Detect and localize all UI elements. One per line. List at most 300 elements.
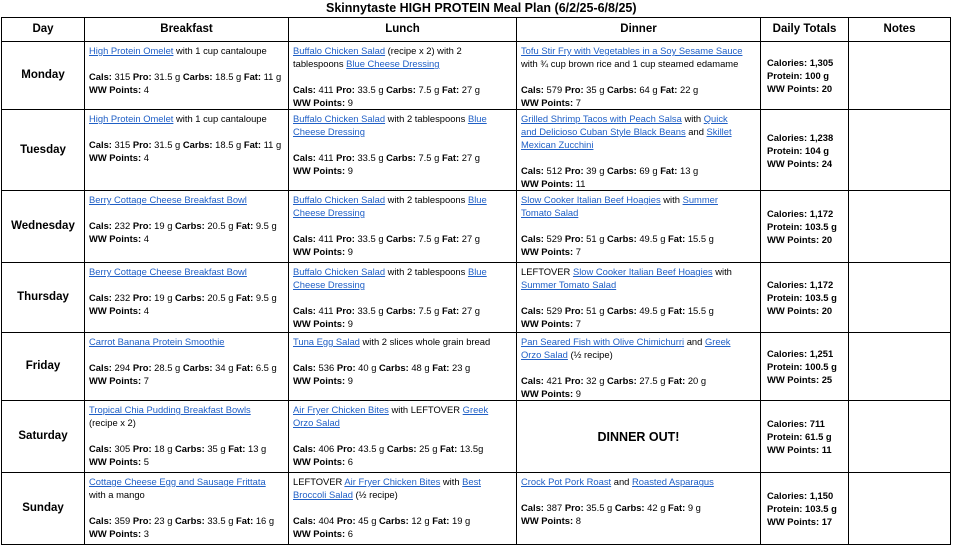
ww-label: WW Points:	[293, 375, 346, 386]
carbs-value: 7.5 g	[418, 84, 440, 95]
protein-value: 31.5 g	[154, 139, 181, 150]
cals-value: 536	[318, 362, 335, 373]
breakfast-cell	[85, 42, 289, 110]
recipe-link[interactable]: Summer	[682, 194, 718, 205]
nutrition-line	[521, 164, 756, 177]
spacer	[521, 361, 756, 374]
recipe-link[interactable]: High Protein Omelet	[89, 113, 174, 124]
total-ww-points	[767, 373, 844, 386]
notes-cell[interactable]	[849, 333, 951, 401]
spacer	[293, 70, 512, 83]
protein-total-label: Protein:	[767, 70, 803, 81]
recipe-link[interactable]: Orzo Salad	[293, 417, 340, 428]
cals-value: 529	[546, 305, 563, 316]
ww-value: 9	[347, 246, 353, 257]
calories-total-label: Calories:	[767, 279, 808, 290]
ww-points-line	[293, 164, 512, 177]
recipe-link[interactable]: Grilled Shrimp Tacos with Peach Salsa	[521, 113, 682, 124]
fat-label: Fat:	[441, 233, 460, 244]
recipe-text: with 2 tablespoons	[385, 266, 468, 277]
recipe-link[interactable]: Tomato Salad	[521, 207, 579, 218]
recipe-line	[521, 348, 756, 361]
ww-points-total-value: 20	[821, 83, 833, 94]
recipe-link[interactable]: Quick	[703, 113, 728, 124]
recipe-line	[293, 475, 512, 488]
cals-label: Cals:	[521, 233, 544, 244]
spacer	[521, 70, 756, 83]
breakfast-cell	[85, 333, 289, 401]
recipe-link[interactable]: Best	[462, 476, 481, 487]
ww-points-line	[89, 151, 284, 164]
ww-label: WW Points:	[521, 178, 574, 189]
total-ww-points	[767, 515, 844, 528]
recipe-link[interactable]: Tuna Egg Salad	[293, 336, 360, 347]
ww-label: WW Points:	[521, 246, 574, 257]
carbs-label: Carbs:	[175, 443, 205, 454]
ww-points-line	[521, 317, 756, 330]
protein-label: Pro:	[132, 139, 152, 150]
protein-label: Pro:	[132, 71, 152, 82]
protein-label: Pro:	[564, 502, 584, 513]
recipe-link[interactable]: Berry Cottage Cheese Breakfast Bowl	[89, 266, 247, 277]
fat-label: Fat:	[236, 362, 254, 373]
total-ww-points	[767, 304, 844, 317]
spacer	[89, 501, 284, 514]
ww-label: WW Points:	[89, 456, 142, 467]
carbs-label: Carbs:	[175, 220, 205, 231]
recipe-text: with	[440, 476, 463, 487]
recipe-link[interactable]: Slow Cooker Italian Beef Hoagies	[572, 266, 713, 277]
recipe-link[interactable]: Cheese Dressing	[293, 279, 365, 290]
recipe-line	[521, 138, 756, 151]
protein-total-label: Protein:	[767, 144, 803, 156]
ww-points-total-value: 17	[821, 516, 833, 527]
recipe-link[interactable]: Buffalo Chicken Salad	[293, 194, 386, 205]
recipe-link[interactable]: Berry Cottage Cheese Breakfast Bowl	[89, 194, 247, 205]
recipe-link[interactable]: Mexican Zucchini	[521, 139, 594, 150]
recipe-line	[89, 44, 284, 57]
cals-label: Cals:	[89, 139, 112, 150]
lunch-cell	[289, 473, 517, 545]
ww-value: 4	[143, 152, 149, 163]
recipe-text: with 1 cup cantaloupe	[173, 45, 267, 56]
recipe-link[interactable]: Broccoli Salad	[293, 489, 353, 500]
cals-label: Cals:	[89, 220, 112, 231]
fat-label: Fat:	[668, 305, 686, 316]
cals-value: 411	[318, 233, 334, 244]
recipe-link[interactable]: Greek	[462, 404, 489, 415]
breakfast-cell	[85, 191, 289, 263]
day-row-monday	[2, 42, 951, 110]
carbs-value: 18.5 g	[215, 139, 242, 150]
spacer	[521, 291, 756, 304]
calories-total-value: 711	[809, 418, 825, 429]
recipe-text: with	[712, 266, 732, 277]
fat-value: 9.5 g	[255, 220, 277, 231]
recipe-text: with ¾ cup brown rice and 1 cup steamed edamame	[521, 58, 739, 69]
carbs-label: Carbs:	[607, 233, 637, 244]
dinner-cell	[517, 110, 761, 191]
protein-value: 32 g	[586, 375, 605, 386]
day-row-wednesday	[2, 191, 951, 263]
ww-value: 9	[575, 388, 581, 399]
nutrition-line	[521, 374, 756, 387]
carbs-value: 69 g	[639, 165, 658, 176]
nutrition-line	[293, 442, 512, 455]
ww-value: 7	[575, 318, 581, 329]
nutrition-line	[89, 291, 284, 304]
fat-label: Fat:	[660, 84, 678, 95]
day-label: Saturday	[2, 401, 85, 473]
day-label: Thursday	[2, 263, 85, 333]
carbs-label: Carbs:	[386, 305, 416, 316]
carbs-value: 20.5 g	[207, 292, 234, 303]
protein-value: 23 g	[154, 515, 173, 526]
recipe-link[interactable]: Cheese Dressing	[293, 126, 365, 137]
cals-value: 421	[546, 375, 563, 386]
fat-label: Fat:	[441, 84, 460, 95]
ww-points-line	[89, 374, 284, 387]
daily-totals-cell	[761, 401, 849, 473]
recipe-text: (recipe x 2)	[89, 417, 136, 428]
cals-label: Cals:	[293, 152, 316, 163]
fat-value: 27 g	[461, 84, 480, 95]
ww-value: 9	[347, 318, 353, 329]
recipe-link[interactable]: Blue	[467, 194, 487, 205]
total-ww-points	[767, 443, 844, 456]
fat-value: 22 g	[680, 84, 699, 95]
carbs-value: 34 g	[215, 362, 234, 373]
ww-label: WW Points:	[89, 84, 142, 95]
nutrition-line	[521, 501, 756, 514]
ww-points-total-value: 25	[821, 374, 833, 385]
fat-label: Fat:	[243, 139, 262, 150]
ww-value: 11	[575, 178, 586, 189]
fat-value: 13 g	[680, 165, 699, 176]
day-label: Monday	[2, 42, 85, 110]
ww-value: 8	[575, 515, 581, 526]
fat-value: 9 g	[687, 502, 701, 513]
recipe-line	[293, 57, 512, 70]
recipe-link[interactable]: Crock Pot Pork Roast	[521, 476, 612, 487]
recipe-link[interactable]: Blue	[467, 113, 487, 124]
recipe-link[interactable]: Skillet	[706, 126, 732, 137]
notes-cell[interactable]	[849, 42, 951, 110]
recipe-line	[293, 488, 512, 501]
day-row-tuesday	[2, 110, 951, 191]
total-calories	[767, 417, 844, 430]
protein-value: 33.5 g	[357, 84, 384, 95]
fat-value: 23 g	[452, 362, 471, 373]
spacer	[89, 57, 284, 70]
recipe-line	[89, 416, 284, 429]
dinner-cell	[517, 473, 761, 545]
total-ww-points	[767, 233, 844, 246]
recipe-link[interactable]: Pan Seared Fish with Olive Chimichurri	[521, 336, 685, 347]
dinner-cell	[517, 42, 761, 110]
recipe-line	[89, 193, 284, 206]
ww-value: 4	[143, 305, 149, 316]
ww-label: WW Points:	[293, 97, 346, 108]
carbs-label: Carbs:	[175, 515, 205, 526]
ww-points-total-label: WW Points:	[767, 444, 820, 455]
ww-points-total-label: WW Points:	[767, 374, 820, 385]
cals-value: 579	[546, 84, 563, 95]
recipe-link[interactable]: Cottage Cheese Egg and Sausage Frittata	[89, 476, 266, 487]
fat-value: 15.5 g	[687, 233, 714, 244]
calories-total-label: Calories:	[767, 57, 808, 68]
ww-points-line	[521, 96, 756, 109]
cals-label: Cals:	[293, 305, 316, 316]
protein-label: Pro:	[132, 443, 152, 454]
day-label: Sunday	[2, 473, 85, 545]
ww-label: WW Points:	[89, 233, 142, 244]
protein-value: 28.5 g	[154, 362, 181, 373]
fat-label: Fat:	[668, 233, 686, 244]
carbs-value: 64 g	[639, 84, 658, 95]
day-label: Tuesday	[2, 110, 85, 191]
nutrition-line	[293, 151, 512, 164]
notes-cell[interactable]	[849, 191, 951, 263]
ww-points-line	[521, 514, 756, 527]
lunch-cell	[289, 191, 517, 263]
ww-value: 9	[347, 97, 353, 108]
dinner-out-cell: DINNER OUT!	[517, 401, 761, 473]
fat-label: Fat:	[660, 165, 678, 176]
day-label: Wednesday	[2, 191, 85, 263]
ww-points-line	[89, 232, 284, 245]
carbs-value: 27.5 g	[639, 375, 666, 386]
spacer	[89, 125, 284, 138]
ww-value: 4	[143, 84, 149, 95]
cals-label: Cals:	[293, 84, 316, 95]
total-ww-points	[767, 82, 844, 95]
fat-label: Fat:	[243, 71, 262, 82]
dinner-cell	[517, 191, 761, 263]
nutrition-line	[89, 442, 284, 455]
recipe-link[interactable]: Slow Cooker Italian Beef Hoagies	[521, 194, 661, 205]
ww-value: 5	[143, 456, 149, 467]
total-calories	[767, 56, 844, 69]
recipe-link[interactable]: Summer Tomato Salad	[521, 279, 617, 290]
carbs-value: 18.5 g	[215, 71, 242, 82]
nutrition-line	[293, 304, 512, 317]
protein-label: Pro:	[336, 515, 356, 526]
nutrition-line	[293, 361, 512, 374]
cals-label: Cals:	[89, 515, 112, 526]
recipe-link[interactable]: Roasted Asparagus	[632, 476, 714, 487]
carbs-label: Carbs:	[379, 515, 409, 526]
daily-totals-cell	[761, 263, 849, 333]
carbs-label: Carbs:	[386, 443, 417, 454]
carbs-label: Carbs:	[175, 292, 205, 303]
fat-value: 19 g	[452, 515, 471, 526]
ww-points-line	[293, 245, 512, 258]
recipe-line	[521, 193, 756, 206]
carbs-label: Carbs:	[182, 362, 213, 373]
lunch-cell	[289, 110, 517, 191]
cals-value: 294	[114, 362, 131, 373]
recipe-line	[89, 335, 284, 348]
protein-value: 18 g	[154, 443, 173, 454]
recipe-line	[293, 335, 512, 348]
fat-label: Fat:	[668, 502, 686, 513]
total-calories	[767, 131, 844, 144]
recipe-link[interactable]: Orzo Salad	[521, 349, 568, 360]
ww-label: WW Points:	[521, 388, 574, 399]
protein-label: Pro:	[132, 515, 152, 526]
protein-label: Pro:	[336, 305, 355, 316]
recipe-link[interactable]: Tofu Stir Fry with Vegetables in a Soy Sesame Sauce	[521, 45, 743, 56]
fat-value: 27 g	[461, 305, 480, 316]
cals-label: Cals:	[89, 292, 112, 303]
cals-value: 315	[114, 139, 131, 150]
nutrition-line	[293, 514, 512, 527]
notes-cell[interactable]	[849, 473, 951, 545]
ww-value: 9	[347, 375, 353, 386]
fat-value: 27 g	[461, 233, 480, 244]
protein-total-value: 103.5 g	[805, 292, 837, 303]
nutrition-line	[293, 232, 512, 245]
carbs-value: 7.5 g	[418, 152, 440, 163]
carbs-label: Carbs:	[386, 233, 416, 244]
notes-cell[interactable]	[849, 401, 951, 473]
protein-label: Pro:	[336, 362, 356, 373]
ww-points-line	[521, 177, 756, 190]
ww-value: 3	[143, 528, 149, 539]
recipe-link[interactable]: Buffalo Chicken Salad	[293, 45, 386, 56]
breakfast-cell	[85, 110, 289, 191]
protein-total-label: Protein:	[767, 503, 803, 514]
spacer	[293, 348, 512, 361]
ww-points-line	[521, 387, 756, 400]
ww-points-total-label: WW Points:	[767, 516, 820, 527]
recipe-link[interactable]: and Delicioso Cuban Style Black Beans	[521, 126, 686, 137]
day-row-thursday	[2, 263, 951, 333]
protein-value: 33.5 g	[357, 152, 384, 163]
recipe-link[interactable]: Air Fryer Chicken Bites	[344, 476, 441, 487]
recipe-link[interactable]: Tropical Chia Pudding Breakfast Bowls	[89, 404, 251, 415]
protein-label: Pro:	[132, 292, 152, 303]
nutrition-line	[89, 361, 284, 374]
carbs-label: Carbs:	[607, 84, 637, 95]
protein-value: 33.5 g	[357, 305, 384, 316]
protein-value: 43.5 g	[358, 443, 385, 454]
ww-points-total-label: WW Points:	[767, 157, 820, 169]
protein-value: 39 g	[586, 165, 605, 176]
total-protein	[767, 430, 844, 443]
recipe-link[interactable]: Buffalo Chicken Salad	[293, 266, 386, 277]
carbs-label: Carbs:	[386, 152, 416, 163]
cals-value: 512	[546, 165, 563, 176]
cals-label: Cals:	[89, 443, 112, 454]
total-protein	[767, 291, 844, 304]
cals-value: 359	[114, 515, 131, 526]
recipe-line	[521, 44, 756, 57]
fat-label: Fat:	[236, 220, 254, 231]
carbs-value: 42 g	[647, 502, 666, 513]
carbs-value: 49.5 g	[639, 305, 666, 316]
protein-label: Pro:	[564, 84, 584, 95]
recipe-link[interactable]: Air Fryer Chicken Bites	[293, 404, 389, 415]
recipe-text: tablespoons	[293, 58, 347, 69]
protein-label: Pro:	[336, 84, 355, 95]
notes-cell[interactable]	[849, 110, 951, 191]
cals-value: 406	[318, 443, 335, 454]
fat-label: Fat:	[668, 375, 686, 386]
meal-plan-table	[1, 17, 951, 545]
notes-cell[interactable]	[849, 263, 951, 333]
recipe-text: LEFTOVER	[293, 476, 345, 487]
spacer	[293, 429, 512, 442]
spacer	[521, 151, 756, 164]
fat-label: Fat:	[432, 515, 450, 526]
recipe-text: with 2 slices whole grain bread	[359, 336, 491, 347]
recipe-link[interactable]: Carrot Banana Protein Smoothie	[89, 336, 225, 347]
recipe-line	[293, 403, 512, 416]
spacer	[293, 138, 512, 151]
recipe-text: and	[685, 126, 707, 137]
recipe-link[interactable]: Blue	[467, 266, 487, 277]
cals-value: 315	[114, 71, 131, 82]
recipe-link[interactable]: Cheese Dressing	[293, 207, 365, 218]
ww-points-line	[293, 455, 512, 468]
protein-label: Pro:	[336, 152, 355, 163]
recipe-link[interactable]: High Protein Omelet	[89, 45, 174, 56]
protein-label: Pro:	[564, 305, 584, 316]
recipe-text: and	[684, 336, 705, 347]
total-calories	[767, 489, 844, 502]
carbs-value: 49.5 g	[639, 233, 666, 244]
ww-label: WW Points:	[293, 528, 346, 539]
recipe-link[interactable]: Blue Cheese Dressing	[346, 58, 440, 69]
fat-label: Fat:	[432, 362, 450, 373]
daily-totals-cell	[761, 42, 849, 110]
carbs-value: 48 g	[411, 362, 430, 373]
ww-label: WW Points:	[521, 318, 574, 329]
dinner-cell	[517, 263, 761, 333]
protein-label: Pro:	[336, 233, 355, 244]
ww-label: WW Points:	[293, 318, 346, 329]
daily-totals-cell	[761, 110, 849, 191]
fat-label: Fat:	[228, 443, 246, 454]
ww-points-total-label: WW Points:	[767, 305, 820, 316]
ww-value: 4	[143, 233, 149, 244]
fat-label: Fat:	[441, 152, 460, 163]
ww-value: 6	[347, 528, 353, 539]
fat-value: 11 g	[263, 71, 282, 82]
recipe-line	[293, 416, 512, 429]
ww-points-line	[89, 304, 284, 317]
ww-label: WW Points:	[89, 152, 142, 163]
total-protein	[767, 69, 844, 82]
ww-label: WW Points:	[89, 528, 142, 539]
day-row-sunday	[2, 473, 951, 545]
ww-points-line	[89, 455, 284, 468]
ww-points-line	[89, 527, 284, 540]
total-calories	[767, 278, 844, 291]
protein-total-value: 103.5 g	[805, 221, 837, 232]
ww-points-line	[521, 245, 756, 258]
cals-label: Cals:	[293, 515, 316, 526]
recipe-link[interactable]: Greek	[704, 336, 731, 347]
recipe-link[interactable]: Buffalo Chicken Salad	[293, 113, 386, 124]
protein-total-value: 61.5 g	[805, 431, 832, 442]
ww-points-total-value: 20	[821, 305, 833, 316]
cals-value: 529	[546, 233, 563, 244]
ww-points-total-value: 24	[821, 157, 833, 169]
protein-total-value: 100.5 g	[805, 361, 837, 372]
